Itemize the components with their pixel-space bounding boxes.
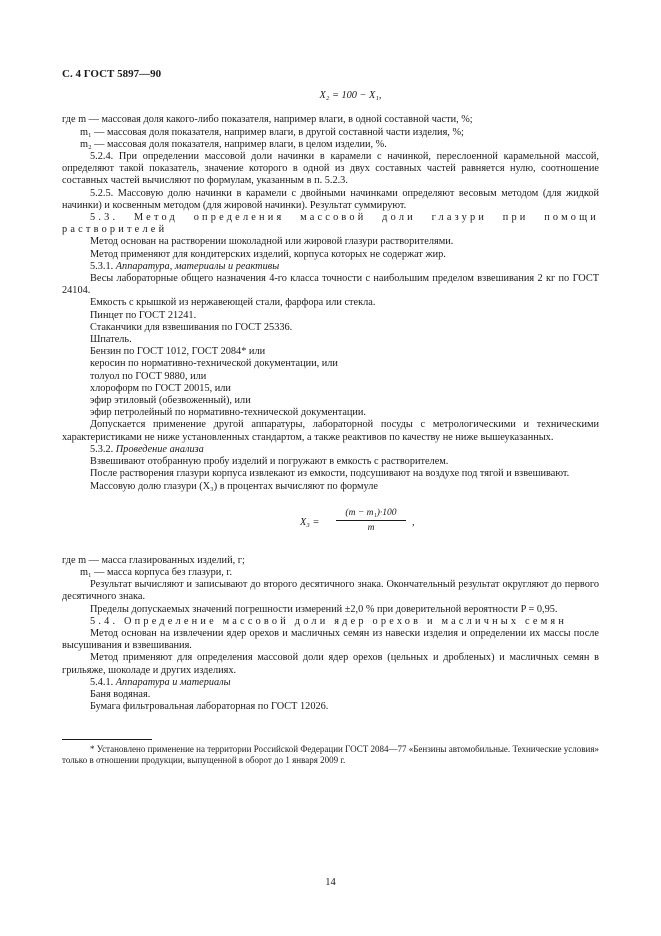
footnote: * Установлено применение на территории Российской Федерации ГОСТ 2084—77 «Бензины автомобильные. Технические условия» только в отношении продукции, выпущенной в оборот до 1 января 2009 г. (62, 744, 599, 766)
where-line: m₁ — массовая доля показателя, например влаги, в другой составной части изделия, %; (80, 126, 464, 138)
running-header: С. 4 ГОСТ 5897—90 (62, 68, 162, 80)
paragraph: Метод основан на растворении шоколадной или жировой глазури растворителями. (90, 236, 454, 248)
section-heading-5-4: 5.4. Определение массовой доли ядер орехов и масличных семян (90, 615, 568, 627)
paragraph: Результат вычисляют и записывают до второго десятичного знака. Окончательный результат округляют до первого десятичного знака. (62, 579, 599, 603)
list-item: эфир этиловый (обезвоженный), или (90, 395, 251, 407)
paragraph: Взвешивают отобранную пробу изделий и погружают в емкость с растворителем. (90, 456, 449, 468)
where-line: где m — массовая доля какого-либо показателя, например влаги, в одной составной части, %; (62, 114, 473, 126)
formula-fraction (336, 507, 406, 534)
list-item: эфир петролейный по нормативно-технической документации. (90, 407, 367, 419)
list-item: керосин по нормативно-технической документации, или (90, 358, 338, 370)
subsection-heading-5-3-1 (62, 261, 599, 273)
subsection-number: 5.3.2. (90, 443, 114, 455)
list-item: Емкость с крышкой из нержавеющей стали, фарфора или стекла. (90, 297, 376, 309)
paragraph: Допускается применение другой аппаратуры, лабораторной посуды с метрологическими и техническими характеристиками не ниже установленных стандартом, а также реактивов по качеству не ниже вышеуказанных. (62, 419, 599, 443)
list-item: Баня водяная. (90, 688, 151, 700)
paragraph: Массовую долю глазури (X₃) в процентах вычисляют по формуле (90, 480, 378, 492)
document-page (62, 68, 599, 766)
paragraph: Пределы допускаемых значений погрешности измерений ±2,0 % при доверительной вероятности P = 0,95. (90, 603, 558, 615)
paragraph: Метод основан на извлечении ядер орехов и масличных семян из навески изделия и определении их массы после высушивания и взвешивания. (62, 627, 599, 652)
footnote-rule (62, 739, 152, 740)
subsection-number: 5.4.1. (90, 676, 114, 688)
formula-x3 (300, 507, 599, 541)
list-item: Пинцет по ГОСТ 21241. (90, 309, 197, 321)
paragraph-5-2-5: 5.2.5. Массовую долю начинки в карамели с двойными начинками определяют весовым методом (для жидкой начинки) и косвенным методом (для жировой начинки). Результат суммируют. (62, 187, 599, 211)
list-5-3-1 (62, 273, 599, 419)
where-line: m₂ — массовая доля показателя, например влаги, в целом изделии, %. (80, 138, 387, 150)
subsection-heading-5-3-2 (62, 444, 599, 456)
where-line: m₁ — масса корпуса без глазури, г. (80, 566, 233, 578)
subsection-title: Проведение анализа (115, 443, 204, 455)
formula-x2: X₂ = 100 − X₁, (319, 90, 382, 102)
list-item: Шпатель. (90, 334, 132, 346)
list-item: Весы лабораторные общего назначения 4-го класса точности с наибольшим пределом взвешивания 2 кг по ГОСТ 24104. (62, 273, 599, 297)
subsection-title: Аппаратура и материалы (115, 676, 231, 688)
formula-tail: , (412, 516, 415, 528)
subsection-number: 5.3.1. (90, 260, 114, 272)
paragraph: После растворения глазури корпуса извлекают из емкости, подсушивают на воздухе под тягой и взвешивают. (90, 468, 570, 480)
list-item: Бензин по ГОСТ 1012, ГОСТ 2084* или (90, 346, 266, 358)
subsection-heading-5-4-1 (62, 677, 599, 689)
page-number: 14 (325, 877, 336, 888)
list-item: толуол по ГОСТ 9880, или (90, 370, 207, 382)
list-item: Бумага фильтровальная лабораторная по ГОСТ 12026. (90, 701, 329, 713)
subsection-title: Аппаратура, материалы и реактивы (115, 260, 280, 272)
formula-denominator: m (367, 522, 375, 533)
list-item: Стаканчики для взвешивания по ГОСТ 25336. (90, 321, 293, 333)
where-line: где m — масса глазированных изделий, г; (62, 554, 245, 566)
paragraph-5-2-4: 5.2.4. При определении массовой доли начинки в карамели с начинкой, переслоенной карамельной массой, определяют такой показатель, значение которого в одной из двух составных частей равняется нулю, соотношение составных частей вычисляют по формулам, указанным в п. 5.2.3. (62, 151, 599, 187)
paragraph: Метод применяют для кондитерских изделий, корпуса которых не содержат жир. (90, 248, 446, 260)
paragraph: Метод применяют для определения массовой доли ядер орехов (цельных и дробленых) и масличных семян в грильяже, шоколаде и других изделиях. (62, 652, 599, 676)
list-item: хлороформ по ГОСТ 20015, или (90, 382, 231, 394)
formula-lhs: X₃ = (300, 516, 320, 528)
section-heading-5-3: 5.3. Метод определения массовой доли глазури при помощи растворителей (62, 212, 599, 236)
formula-numerator: (m − m₁)·100 (336, 507, 406, 521)
